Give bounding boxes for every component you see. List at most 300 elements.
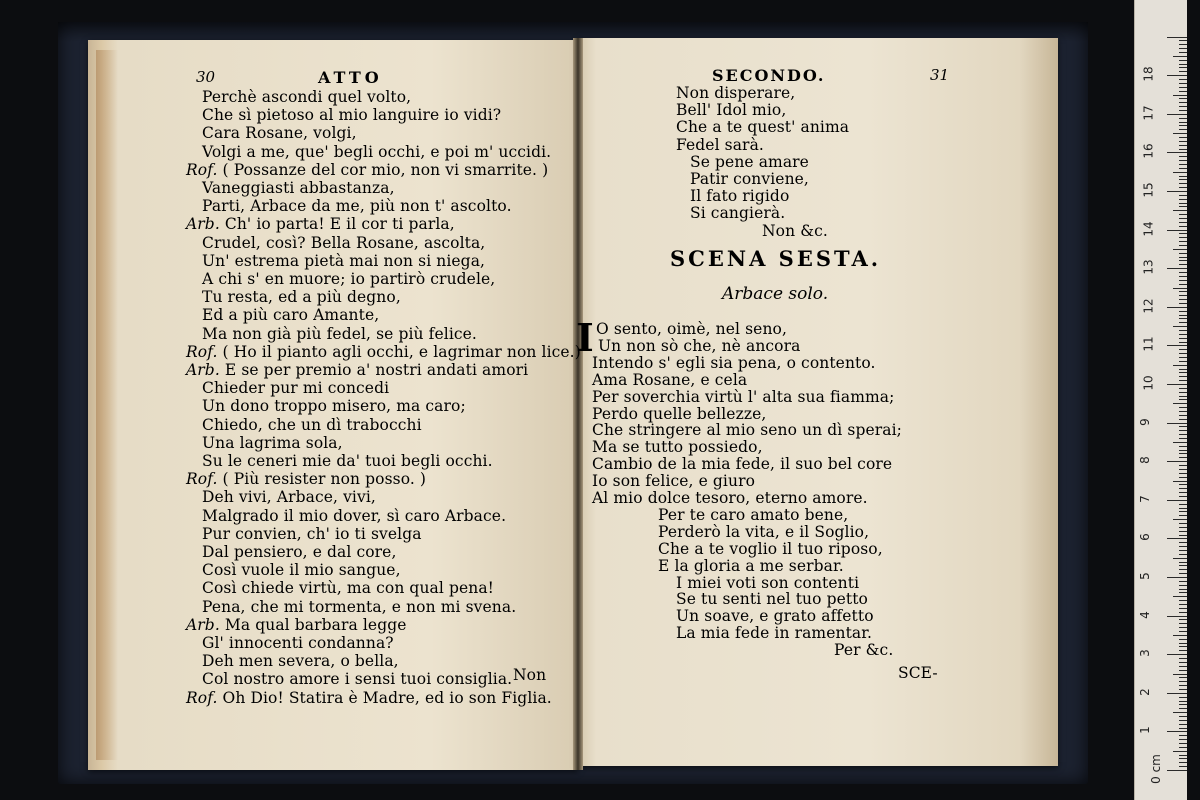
ruler-tick (1167, 191, 1187, 192)
left-catchword: Non (513, 666, 547, 684)
ruler-tick (1179, 600, 1187, 601)
ruler-tick (1179, 369, 1187, 370)
ruler-tick (1179, 334, 1187, 335)
speaker-label: Arb. (186, 215, 220, 234)
ruler-tick (1179, 554, 1187, 555)
ruler-tick (1167, 268, 1187, 269)
ruler-tick (1179, 203, 1187, 204)
ruler-tick (1179, 349, 1187, 350)
monologue-line: Un non sò che, nè ancora (598, 336, 801, 355)
ruler-tick (1179, 245, 1187, 246)
left-text-line (202, 379, 389, 397)
ruler-tick (1179, 758, 1187, 759)
verse-text: Così chiede virtù, ma con qual pena! (202, 579, 494, 598)
left-text-line (186, 215, 455, 233)
left-text-line (202, 397, 466, 415)
left-text-line (202, 507, 506, 525)
left-text-line (186, 161, 548, 179)
ruler-tick (1179, 315, 1187, 316)
ruler-tick (1179, 195, 1187, 196)
left-text-line (186, 616, 407, 634)
aria-line: Se pene amare (690, 152, 809, 171)
ruler-tick (1179, 392, 1187, 393)
ruler-tick (1173, 519, 1187, 520)
aria-line: Fedel sarà. (676, 135, 764, 154)
ruler-tick (1179, 755, 1187, 756)
monologue-line: Perderò la vita, e il Soglio, (658, 522, 870, 541)
ruler-number: 2 (1137, 687, 1152, 696)
ruler-tick (1179, 623, 1187, 624)
ruler-tick (1173, 674, 1187, 675)
ruler-tick (1179, 102, 1187, 103)
ruler-tick (1179, 168, 1187, 169)
left-text-line (202, 488, 376, 506)
verse-text: Deh vivi, Arbace, vivi, (202, 488, 376, 507)
monologue-line: Al mio dolce tesoro, eterno amore. (592, 489, 868, 507)
ruler-tick (1179, 110, 1187, 111)
ruler-tick (1167, 538, 1187, 539)
ruler-tick (1173, 635, 1187, 636)
ruler-tick (1179, 380, 1187, 381)
ruler-tick (1173, 210, 1187, 211)
left-text-line (202, 416, 422, 434)
ruler-tick (1179, 399, 1187, 400)
ruler-tick (1179, 357, 1187, 358)
left-text-line (202, 452, 493, 470)
right-page-number: 31 (930, 66, 950, 84)
ruler-tick (1179, 87, 1187, 88)
ruler-tick (1179, 704, 1187, 705)
left-text-line (202, 252, 485, 270)
ruler-tick (1167, 345, 1187, 346)
ruler-tick (1179, 183, 1187, 184)
ruler-tick (1179, 141, 1187, 142)
ruler-tick (1179, 419, 1187, 420)
ruler-tick (1179, 747, 1187, 748)
ruler-number: 17 (1141, 105, 1156, 121)
ruler-tick (1179, 237, 1187, 238)
ruler-tick (1179, 222, 1187, 223)
ruler-tick (1179, 708, 1187, 709)
ruler-tick (1179, 662, 1187, 663)
ruler-number: 6 (1137, 533, 1152, 542)
monologue-line: Per &c. (834, 641, 894, 660)
ruler-tick (1179, 488, 1187, 489)
verse-text: Crudel, così? Bella Rosane, ascolta, (202, 233, 486, 252)
verse-text: Cara Rosane, volgi, (202, 124, 357, 143)
ruler-tick (1179, 465, 1187, 466)
monologue-line: Che stringere al mio seno un dì sperai; (592, 421, 902, 440)
monologue-line: Io son felice, e giuro (592, 472, 756, 491)
ruler-tick (1179, 720, 1187, 721)
ruler-number: 11 (1141, 336, 1156, 353)
ruler-tick (1179, 492, 1187, 493)
ruler-number: 9 (1137, 417, 1152, 426)
ruler-tick (1179, 361, 1187, 362)
left-text-line (202, 306, 379, 324)
ruler-tick (1179, 129, 1187, 130)
ruler-tick (1179, 160, 1187, 161)
left-text-line (202, 143, 551, 161)
ruler-tick (1179, 604, 1187, 605)
aria-line: Il fato rigido (690, 187, 790, 206)
ruler-number: 16 (1141, 143, 1156, 160)
left-text-line (202, 288, 401, 306)
ruler-tick (1179, 118, 1187, 119)
ruler-tick (1179, 257, 1187, 258)
ruler-tick (1179, 44, 1187, 45)
ruler-tick (1167, 500, 1187, 501)
ruler-tick (1173, 249, 1187, 250)
ruler-tick (1179, 338, 1187, 339)
verse-text: Oh Dio! Statira è Madre, ed io son Figlia. (222, 688, 552, 707)
ruler-tick (1179, 592, 1187, 593)
verse-text: Tu resta, ed a più degno, (202, 288, 401, 307)
ruler-tick (1179, 631, 1187, 632)
ruler-tick (1179, 342, 1187, 343)
ruler-tick (1179, 179, 1187, 180)
ruler-tick (1179, 426, 1187, 427)
ruler-number: 0 cm (1148, 754, 1163, 784)
speaker-label: Rof. (186, 688, 218, 707)
left-text-line (202, 325, 477, 343)
ruler-tick (1173, 95, 1187, 96)
aria-line: Si cangierà. (690, 204, 786, 223)
verse-text: Perchè ascondi quel volto, (202, 88, 412, 106)
monologue-line: O sento, oimè, nel seno, (596, 320, 787, 338)
speaker-label: Arb. (186, 361, 220, 379)
ruler-tick (1179, 299, 1187, 300)
ruler-tick (1179, 457, 1187, 458)
ruler-tick (1179, 762, 1187, 763)
speaker-label: Rof. (186, 160, 218, 179)
ruler-tick (1179, 149, 1187, 150)
ruler-tick (1179, 156, 1187, 157)
ruler-tick (1167, 577, 1187, 578)
ruler-tick (1179, 40, 1187, 41)
scene-subtitle: Arbace solo. (722, 284, 829, 304)
ruler-tick (1179, 372, 1187, 373)
verse-text: Deh men severa, o bella, (202, 652, 399, 671)
ruler-tick (1167, 770, 1187, 771)
left-text-line (202, 579, 494, 597)
ruler-tick (1179, 643, 1187, 644)
ruler-tick (1179, 303, 1187, 304)
ruler-tick (1179, 176, 1187, 177)
ruler-tick (1179, 434, 1187, 435)
ruler-tick (1179, 589, 1187, 590)
ruler-tick (1179, 724, 1187, 725)
left-text-line (202, 634, 394, 652)
aria-line: Patir conviene, (690, 170, 809, 188)
verse-text: Dal pensiero, e dal core, (202, 543, 397, 561)
ruler-tick (1179, 260, 1187, 261)
ruler-tick (1167, 307, 1187, 308)
left-text-line (202, 561, 401, 579)
monologue-line: Che a te voglio il tuo riposo, (658, 539, 883, 558)
verse-text: Parti, Arbace da me, più non t' ascolto. (202, 197, 512, 216)
ruler-tick (1173, 596, 1187, 597)
ruler-tick (1179, 473, 1187, 474)
ruler-tick (1173, 326, 1187, 327)
verse-text: Ed a più caro Amante, (202, 306, 380, 325)
speaker-label: Arb. (186, 615, 220, 634)
aria-line: Non &c. (762, 221, 828, 240)
ruler-tick (1167, 731, 1187, 732)
verse-text: Un' estrema pietà mai non si niega, (202, 251, 486, 270)
ruler-tick (1179, 685, 1187, 686)
ruler-tick (1167, 423, 1187, 424)
speaker-label: Rof. (186, 342, 218, 361)
ruler-tick (1167, 230, 1187, 231)
ruler-tick (1179, 701, 1187, 702)
verse-text: Un dono troppo misero, ma caro; (202, 397, 466, 416)
left-page-number: 30 (196, 68, 216, 86)
ruler-tick (1179, 48, 1187, 49)
ruler-tick (1179, 477, 1187, 478)
monologue-line: E la gloria a me serbar. (658, 556, 844, 575)
ruler-number: 4 (1137, 610, 1152, 619)
ruler-tick (1179, 311, 1187, 312)
ruler-tick (1179, 396, 1187, 397)
ruler-tick (1179, 71, 1187, 72)
aria-line: Che a te quest' anima (676, 118, 850, 137)
ruler-tick (1179, 585, 1187, 586)
verse-text: Che sì pietoso al mio languire io vidi? (202, 106, 502, 125)
ruler-tick (1179, 716, 1187, 717)
monologue-line: Se tu senti nel tuo petto (676, 590, 868, 609)
ruler-tick (1173, 442, 1187, 443)
ruler-tick (1179, 619, 1187, 620)
ruler-tick (1173, 712, 1187, 713)
verse-text: Ch' io parta! E il cor ti parla, (224, 215, 455, 234)
ruler-tick (1179, 573, 1187, 574)
verse-text: A chi s' en muore; io partirò crudele, (202, 270, 496, 288)
ruler-tick (1179, 284, 1187, 285)
ruler-tick (1173, 172, 1187, 173)
verse-text: Una lagrima sola, (202, 433, 343, 452)
verse-text: Chieder pur mi concedi (202, 379, 390, 398)
ruler-tick (1179, 206, 1187, 207)
ruler-tick (1179, 137, 1187, 138)
ruler-tick (1179, 83, 1187, 84)
monologue-line: Ma se tutto possiedo, (592, 438, 763, 457)
ruler-tick (1179, 388, 1187, 389)
drop-cap: I (576, 315, 594, 360)
ruler-tick (1179, 627, 1187, 628)
ruler-tick (1179, 523, 1187, 524)
ruler-number: 12 (1141, 298, 1156, 314)
ruler-tick (1179, 98, 1187, 99)
ruler-tick (1173, 56, 1187, 57)
scene-title: SCENA SESTA. (670, 246, 882, 271)
ruler-number: 14 (1141, 220, 1156, 237)
ruler-tick (1179, 91, 1187, 92)
left-text-line (186, 470, 426, 488)
left-text-line (202, 179, 395, 197)
ruler-tick (1179, 145, 1187, 146)
ruler-tick (1179, 681, 1187, 682)
verse-text: Ma non già più fedel, se più felice. (202, 324, 477, 343)
ruler-number: 8 (1137, 456, 1152, 465)
ruler-tick (1179, 562, 1187, 563)
monologue-line: Cambio de la mia fede, il suo bel core (592, 455, 893, 474)
ruler-tick (1179, 581, 1187, 582)
ruler-tick (1179, 743, 1187, 744)
ruler-tick (1179, 527, 1187, 528)
ruler-tick (1179, 546, 1187, 547)
left-text-line (202, 124, 357, 142)
ruler-tick (1179, 430, 1187, 431)
ruler-tick (1179, 639, 1187, 640)
left-text-line (202, 88, 411, 106)
monologue-line: La mia fede in ramentar. (676, 624, 873, 643)
ruler-tick (1179, 318, 1187, 319)
ruler-tick (1179, 125, 1187, 126)
ruler-tick (1179, 453, 1187, 454)
ruler-tick (1179, 52, 1187, 53)
ruler-number: 5 (1137, 572, 1152, 580)
ruler-tick (1179, 515, 1187, 516)
ruler-tick (1179, 67, 1187, 68)
left-text-line (202, 670, 512, 688)
ruler-tick (1179, 728, 1187, 729)
ruler-tick (1179, 446, 1187, 447)
monologue-line: Un soave, e grato affetto (676, 607, 874, 626)
ruler-tick (1179, 295, 1187, 296)
ruler-tick (1179, 64, 1187, 65)
ruler-number: 13 (1141, 259, 1156, 275)
left-text-line (202, 106, 501, 124)
verse-text: Volgi a me, que' begli occhi, e poi m' uccidi. (202, 142, 552, 161)
ruler-tick (1179, 122, 1187, 123)
verse-text: Vaneggiasti abbastanza, (202, 179, 395, 197)
ruler-tick (1173, 751, 1187, 752)
ruler-tick (1179, 322, 1187, 323)
ruler-tick (1179, 689, 1187, 690)
left-page-stain (96, 50, 118, 760)
ruler-tick (1179, 353, 1187, 354)
verse-text: Su le ceneri mie da' tuoi begli occhi. (202, 452, 493, 470)
verse-text: Gl' innocenti condanna? (202, 634, 394, 652)
ruler-tick (1179, 677, 1187, 678)
ruler-tick (1179, 735, 1187, 736)
ruler-number: 1 (1137, 726, 1152, 735)
left-text-line (202, 197, 512, 215)
verse-text: Ma qual barbara legge (224, 615, 407, 634)
left-text-line (202, 598, 516, 616)
ruler-number: 15 (1141, 182, 1156, 198)
left-text-line (186, 361, 528, 379)
ruler-tick (1179, 438, 1187, 439)
ruler-tick (1179, 164, 1187, 165)
ruler-tick (1179, 612, 1187, 613)
ruler-tick (1179, 484, 1187, 485)
ruler-tick (1179, 415, 1187, 416)
verse-text: ( Ho il pianto agli occhi, e lagrimar non lice.) (222, 342, 581, 361)
ruler-tick (1179, 291, 1187, 292)
ruler-tick (1173, 365, 1187, 366)
verse-text: ( Più resister non posso. ) (222, 470, 427, 489)
ruler-tick (1173, 288, 1187, 289)
ruler-number: 18 (1141, 66, 1156, 82)
verse-text: E se per premio a' nostri andati amori (224, 361, 529, 379)
ruler-tick (1167, 461, 1187, 462)
ruler-tick (1179, 650, 1187, 651)
ruler-tick (1167, 616, 1187, 617)
monologue-line: Per soverchia virtù l' alta sua fiamma; (592, 387, 895, 406)
ruler-tick (1173, 403, 1187, 404)
monologue-line: Intendo s' egli sia pena, o contento. (592, 353, 876, 372)
verse-text: Col nostro amore i sensi tuoi consiglia. (202, 670, 513, 689)
left-text-line (202, 543, 396, 561)
ruler-tick (1179, 226, 1187, 227)
left-running-head: ATTO (318, 68, 383, 87)
verse-text: Chiedo, che un dì trabocchi (202, 415, 422, 434)
ruler-tick (1179, 766, 1187, 767)
verse-text: ( Possanze del cor mio, non vi smarrite. ) (222, 160, 549, 179)
ruler-tick (1173, 133, 1187, 134)
measuring-ruler (1134, 0, 1187, 800)
ruler-tick (1167, 693, 1187, 694)
ruler-tick (1179, 608, 1187, 609)
ruler-tick (1179, 496, 1187, 497)
ruler-number: 7 (1137, 494, 1152, 503)
left-text-line (202, 525, 422, 543)
ruler-tick (1173, 481, 1187, 482)
left-text-line (186, 689, 552, 707)
ruler-tick (1179, 411, 1187, 412)
right-catchword: SCE- (898, 664, 938, 682)
ruler-tick (1179, 670, 1187, 671)
ruler-tick (1167, 37, 1187, 38)
ruler-tick (1179, 376, 1187, 377)
ruler-tick (1179, 407, 1187, 408)
ruler-tick (1179, 106, 1187, 107)
ruler-tick (1179, 658, 1187, 659)
ruler-tick (1167, 152, 1187, 153)
left-text-line (202, 652, 399, 670)
ruler-tick (1173, 558, 1187, 559)
ruler-tick (1167, 75, 1187, 76)
ruler-tick (1179, 531, 1187, 532)
ruler-tick (1179, 697, 1187, 698)
ruler-tick (1179, 508, 1187, 509)
verse-text: Pena, che mi tormenta, e non mi svena. (202, 597, 517, 616)
ruler-tick (1179, 60, 1187, 61)
verse-text: Pur convien, ch' io ti svelga (202, 524, 422, 543)
ruler-tick (1179, 504, 1187, 505)
ruler-tick (1179, 469, 1187, 470)
monologue-line: I miei voti son contenti (676, 573, 860, 592)
monologue-line: Ama Rosane, e cela (592, 370, 748, 389)
ruler-tick (1167, 384, 1187, 385)
ruler-tick (1179, 241, 1187, 242)
ruler-tick (1179, 233, 1187, 234)
ruler-tick (1179, 253, 1187, 254)
ruler-tick (1179, 450, 1187, 451)
verse-text: Malgrado il mio dover, sì caro Arbace. (202, 506, 507, 525)
ruler-tick (1167, 654, 1187, 655)
monologue-line: Per te caro amato bene, (658, 505, 849, 524)
ruler-tick (1179, 272, 1187, 273)
ruler-tick (1179, 550, 1187, 551)
aria-line: Bell' Idol mio, (676, 101, 787, 120)
ruler-tick (1179, 79, 1187, 80)
book-gutter (573, 38, 583, 770)
right-running-head: SECONDO. (712, 66, 826, 85)
left-text-line (202, 270, 495, 288)
